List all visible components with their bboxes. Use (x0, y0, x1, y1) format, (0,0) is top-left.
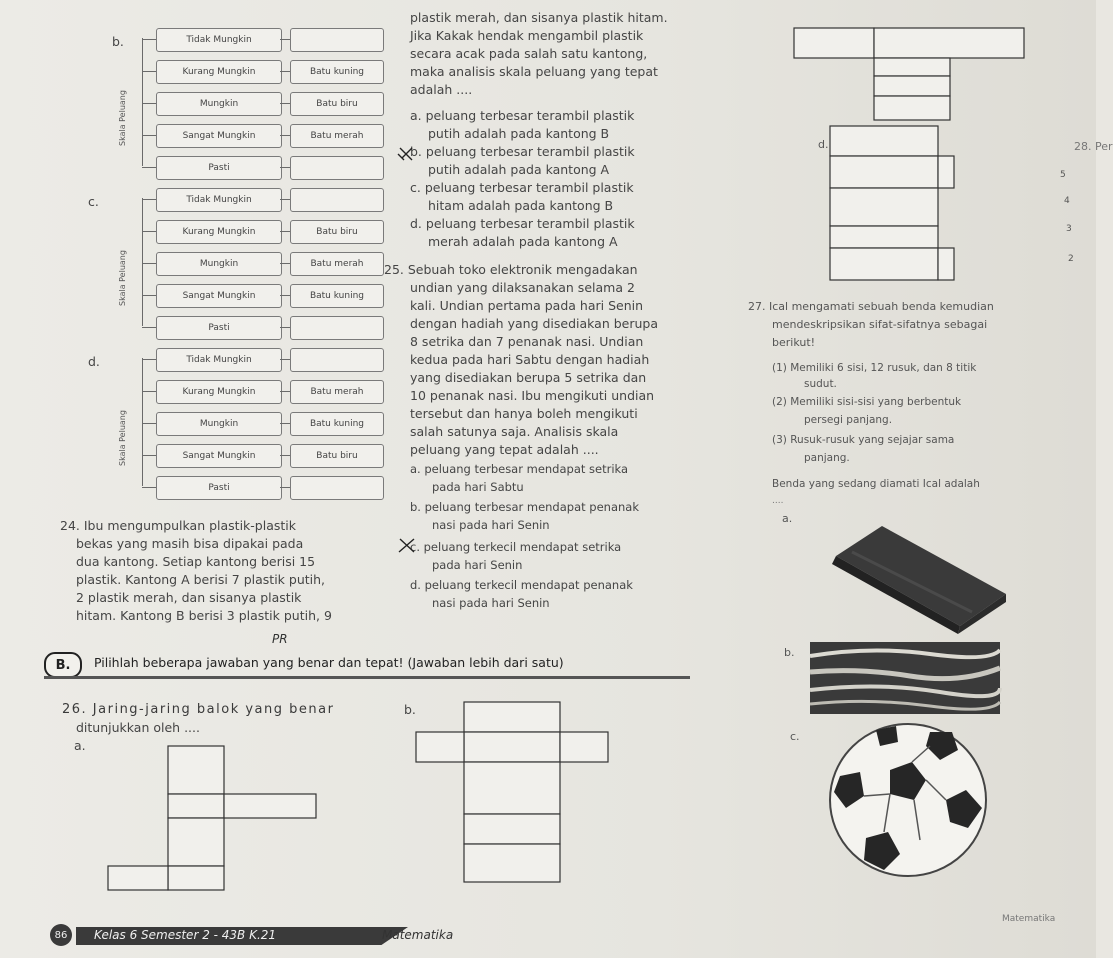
q27-line: berikut! (772, 336, 816, 349)
option-c: c. peluang terbesar terambil plastik (410, 180, 634, 195)
q28-fragment: 28. Per (1074, 140, 1113, 153)
scale-value-box (290, 28, 384, 52)
option-b-cont: putih adalah pada kantong A (428, 162, 610, 177)
option-b: b. peluang terbesar terambil plastik (410, 144, 635, 159)
scale-value-box: Batu biru (290, 92, 384, 116)
q27-line: mendeskripsikan sifat-sifatnya sebagai (772, 318, 988, 331)
net-option-c (790, 22, 1030, 122)
option-a: a. peluang terbesar terambil plastik (410, 108, 635, 123)
scale-level-box: Sangat Mungkin (156, 444, 282, 468)
scale-tick (142, 199, 156, 200)
q27-prompt: Benda yang sedang diamati Ical adalah (772, 478, 980, 490)
scale-tick (142, 295, 156, 296)
wood-plank-image (810, 638, 1000, 720)
q25-line: 8 setrika dan 7 penanak nasi. Undian (410, 334, 644, 349)
handwritten-note: PR (272, 632, 288, 646)
option-b-cont: nasi pada hari Senin (432, 518, 550, 532)
scale-connector (280, 391, 290, 392)
scale-connector (280, 39, 290, 40)
q24-line: plastik. Kantong A berisi 7 plastik putih, (76, 572, 326, 587)
scale-axis-label: Skala Peluang (118, 250, 127, 306)
scale-value-box: Batu merah (290, 252, 384, 276)
scale-connector (280, 487, 290, 488)
q26-question: 26. Jaring-jaring balok yang benar (62, 702, 335, 717)
net-d-label: d. (818, 138, 829, 151)
scale-tick (142, 39, 156, 40)
q25-line: dengan hadiah yang disediakan berupa (410, 316, 659, 331)
side-number: 4 (1064, 196, 1070, 206)
scale-axis-line (142, 198, 143, 326)
scale-connector (280, 327, 290, 328)
q25-line: yang disediakan berupa 5 setrika dan (410, 370, 647, 385)
section-b-header (44, 646, 690, 680)
q24-line: bekas yang masih bisa dipakai pada (76, 536, 304, 551)
option-b: b. peluang terbesar mendapat penanak (410, 500, 640, 514)
scale-level-box: Sangat Mungkin (156, 124, 282, 148)
property-2: (2) Memiliki sisi-sisi yang berbentuk (772, 396, 962, 408)
side-number: 5 (1060, 170, 1066, 180)
q24-cont-line: adalah .... (410, 82, 473, 97)
option-d-cont: nasi pada hari Senin (432, 596, 550, 610)
scale-tick (142, 423, 156, 424)
option-a-cont: putih adalah pada kantong B (428, 126, 610, 141)
q26-question-cont: ditunjukkan oleh .... (76, 720, 200, 735)
q26-option-a: a. (74, 738, 86, 753)
right-page-subject: Matematika (1002, 914, 1056, 924)
scale-tick (142, 455, 156, 456)
scale-connector (280, 231, 290, 232)
scale-tick (142, 167, 156, 168)
footer-subject: Matematika (382, 928, 454, 942)
scale-connector (280, 359, 290, 360)
scale-axis-label: Skala Peluang (118, 90, 127, 146)
q26-option-b: b. (404, 702, 416, 717)
q24-line: hitam. Kantong B berisi 3 plastik putih, 9 (76, 608, 332, 623)
scale-connector (280, 455, 290, 456)
option-c-cont: hitam adalah pada kantong B (428, 198, 614, 213)
q27-option-c: c. (790, 730, 800, 743)
scale-level-box: Mungkin (156, 412, 282, 436)
property-1-cont: sudut. (804, 378, 837, 390)
property-3: (3) Rusuk-rusuk yang sejajar sama (772, 434, 955, 446)
scale-level-box: Kurang Mungkin (156, 380, 282, 404)
scale-connector (280, 263, 290, 264)
scale-connector (280, 167, 290, 168)
q24-cont-line: secara acak pada salah satu kantong, (410, 46, 648, 61)
scale-level-box: Kurang Mungkin (156, 60, 282, 84)
scale-value-box: Batu kuning (290, 60, 384, 84)
scale-connector (280, 135, 290, 136)
soccer-ball-image (826, 720, 990, 880)
option-c-cont: pada hari Senin (432, 558, 523, 572)
section-b-rule (44, 676, 690, 679)
scale-level-box: Mungkin (156, 252, 282, 276)
section-b-title: Pilihlah beberapa jawaban yang benar dan tepat! (Jawaban lebih dari satu) (94, 655, 564, 670)
q25-line: peluang yang tepat adalah .... (410, 442, 599, 457)
answer-check-mark (396, 144, 416, 162)
scale-level-box: Sangat Mungkin (156, 284, 282, 308)
scale-value-box: Batu kuning (290, 412, 384, 436)
scale-value-box: Batu merah (290, 380, 384, 404)
scale-connector (280, 295, 290, 296)
scale-label: c. (88, 194, 99, 209)
q25-line: 10 penanak nasi. Ibu mengikuti undian (410, 388, 655, 403)
scale-tick (142, 71, 156, 72)
property-1: (1) Memiliki 6 sisi, 12 rusuk, dan 8 titik (772, 362, 977, 374)
q24-line: 2 plastik merah, dan sisanya plastik (76, 590, 302, 605)
scale-level-box: Pasti (156, 316, 282, 340)
scale-tick (142, 263, 156, 264)
option-d: d. peluang terbesar terambil plastik (410, 216, 635, 231)
q27-blank: .... (772, 496, 784, 506)
scale-value-box (290, 156, 384, 180)
scale-level-box: Tidak Mungkin (156, 28, 282, 52)
scale-connector (280, 199, 290, 200)
scale-tick (142, 327, 156, 328)
scale-tick (142, 359, 156, 360)
option-a: a. peluang terbesar mendapat setrika (410, 462, 629, 476)
q24-line: 24. Ibu mengumpulkan plastik-plastik (60, 518, 296, 533)
scale-tick (142, 391, 156, 392)
page-number: 86 (50, 924, 72, 946)
option-c: c. peluang terkecil mendapat setrika (410, 540, 622, 554)
scale-level-box: Pasti (156, 156, 282, 180)
footer-class-label: Kelas 6 Semester 2 - 43B K.21 (94, 928, 277, 942)
scale-tick (142, 103, 156, 104)
q25-line: 25. Sebuah toko elektronik mengadakan (384, 262, 638, 277)
scale-value-box: Batu kuning (290, 284, 384, 308)
scale-connector (280, 423, 290, 424)
side-number: 3 (1066, 224, 1072, 234)
q27-option-a: a. (782, 512, 793, 525)
scale-axis-label: Skala Peluang (118, 410, 127, 466)
q25-line: tersebut dan hanya boleh mengikuti (410, 406, 638, 421)
scale-tick (142, 231, 156, 232)
q25-line: salah satunya saja. Analisis skala (410, 424, 619, 439)
scale-tick (142, 487, 156, 488)
scale-value-box (290, 188, 384, 212)
scale-level-box: Tidak Mungkin (156, 188, 282, 212)
q27-line: 27. Ical mengamati sebuah benda kemudian (748, 300, 994, 313)
scale-label: b. (112, 34, 124, 49)
scale-connector (280, 71, 290, 72)
scale-level-box: Tidak Mungkin (156, 348, 282, 372)
scale-level-box: Kurang Mungkin (156, 220, 282, 244)
q24-line: dua kantong. Setiap kantong berisi 15 (76, 554, 316, 569)
scale-value-box (290, 476, 384, 500)
q25-line: undian yang dilaksanakan selama 2 (410, 280, 635, 295)
scale-axis-line (142, 38, 143, 166)
answer-cross-mark (396, 536, 418, 554)
scale-connector (280, 103, 290, 104)
scale-value-box: Batu merah (290, 124, 384, 148)
scale-tick (142, 135, 156, 136)
scale-axis-line (142, 358, 143, 486)
net-option-d (820, 120, 960, 284)
scale-value-box: Batu biru (290, 444, 384, 468)
brick-image (822, 522, 1012, 634)
property-3-cont: panjang. (804, 452, 850, 464)
net-option-b (400, 696, 620, 892)
option-d-cont: merah adalah pada kantong A (428, 234, 618, 249)
property-2-cont: persegi panjang. (804, 414, 893, 426)
option-d: d. peluang terkecil mendapat penanak (410, 578, 633, 592)
section-b-badge: B. (44, 652, 82, 678)
q24-cont-line: plastik merah, dan sisanya plastik hitam. (410, 10, 668, 25)
q24-cont-line: maka analisis skala peluang yang tepat (410, 64, 658, 79)
net-option-a (100, 740, 330, 900)
q25-line: kali. Undian pertama pada hari Senin (410, 298, 644, 313)
option-a-cont: pada hari Sabtu (432, 480, 524, 494)
q25-line: kedua pada hari Sabtu dengan hadiah (410, 352, 650, 367)
scale-level-box: Mungkin (156, 92, 282, 116)
scale-label: d. (88, 354, 100, 369)
scale-value-box (290, 348, 384, 372)
scale-value-box: Batu biru (290, 220, 384, 244)
side-number: 2 (1068, 254, 1074, 264)
q24-cont-line: Jika Kakak hendak mengambil plastik (410, 28, 644, 43)
scale-level-box: Pasti (156, 476, 282, 500)
q27-option-b: b. (784, 646, 795, 659)
scale-value-box (290, 316, 384, 340)
